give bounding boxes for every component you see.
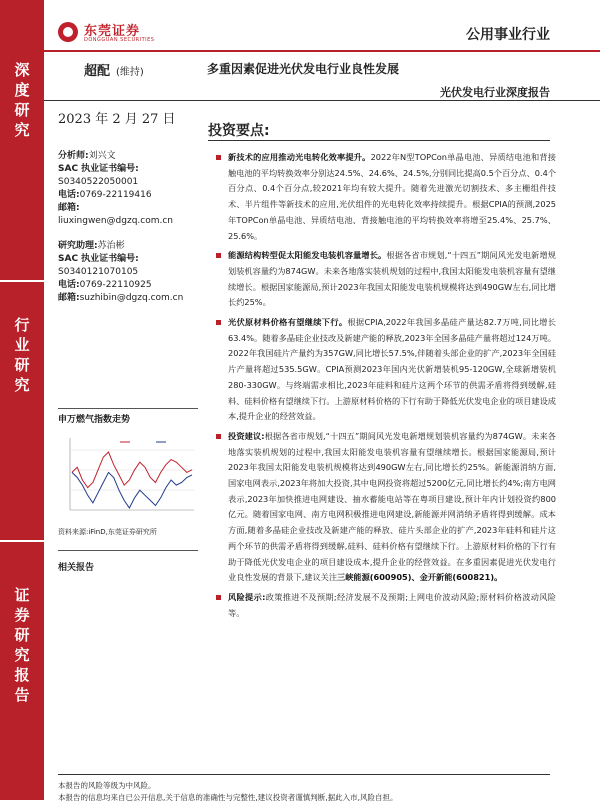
- industry-label: 公用事业行业: [466, 27, 550, 43]
- risk-level-note: 本报告的风险等级为中风险。: [58, 781, 156, 790]
- footer-disclaimer: [58, 780, 398, 804]
- bullet-icon: [216, 595, 221, 600]
- chart-title: 申万燃气指数走势: [58, 415, 131, 425]
- recommended-stocks: 三峡能源(600905)、金开新能(600821)。: [337, 572, 503, 583]
- assistant-cert: S0340121070105: [58, 267, 139, 277]
- bullet-icon: [216, 155, 221, 160]
- logo-text: 东莞证券: [84, 24, 141, 39]
- highlight-item: 投资建议:根据各省市规划,“十四五”期间风光发电新增规划装机容量约为874GW。未来各地落实装机规划的过程中,我国太阳能发电装机容量有望继续增长。根据国家能源局,预计2023年我国太阳能发电装机规模将达到490GW左右,同比增长约25%。新能源消纳方面,国家电网表示,2023年将加大投资,其中电网投资将超过5200亿元,同比增长约4%;南方电网表示,2023年加快推进电网建设、抽水蓄能电站等在粤项目建设,预计年内计划投资约800亿元。随着国家电网、南方电网积极推进电网建设,新能源并网消纳矛盾将得到缓解。成本方面,随着多晶硅企业技改及新建产能的释放、硅片头部企业的扩产,2023年硅料和硅片这两个环节的供需矛盾将得到缓解,硅料、硅料价格有望继续下行。上游原材料价格的下行有助于降低光伏发电企业的项目建设成本,提升企业的经营效益。在多重因素促进光伏发电行业良性发展的背景下,建议关注三峡能源(600905)、金开新能(600821)。: [208, 429, 556, 586]
- disclaimer-note: 本报告的信息均来自已公开信息,关于信息的准确性与完整性,建议投资者谨慎判断,据此入市,风险自担。: [58, 793, 398, 802]
- section-divider: [208, 140, 550, 141]
- rating-status: (维持): [116, 67, 144, 78]
- section-title: 投资要点:: [208, 123, 270, 139]
- series-group: [72, 452, 192, 508]
- analyst-cert: S0340522050001: [58, 177, 139, 187]
- rating-value: 超配: [84, 64, 111, 79]
- analyst-email[interactable]: liuxingwen@dgzq.com.cn: [58, 216, 174, 226]
- chart-svg: [58, 430, 198, 525]
- bullet-icon: [216, 434, 221, 439]
- highlight-item: 新技术的应用推动光电转化效率提升。2022年N型TOPCon单晶电池、异质结电池和背接触电池的平均转换效率分别达24.5%、24.6%、24.5%,分别同比提高0.5个百分点、0.4个百分点、0.4个百分点,较2021年均有较大提升。随着先进激光切割技术、多主栅组件技术、半片组件等新技术的应用,光伏组件的光电转化效率持续提升。根据CPIA的预测,2025年TOPCon单晶电池、异质结电池、背接触电池的平均转换效率将增至25.4%、25.7%、25.6%。: [208, 150, 556, 244]
- logo-mark-icon: [58, 22, 78, 42]
- rating: [84, 60, 144, 79]
- related-divider: [58, 550, 198, 551]
- highlight-item: 能源结构转型促太阳能发电装机容量增长。根据各省市规划,“十四五”期间风光发电新增规划装机容量约为874GW。未来各地落实装机规划的过程中,我国太阳能发电装机容量有望继续增长。根据国家能源局,预计2023年我国太阳能发电装机规模将达到490GW左右,同比增长约25%。: [208, 248, 556, 311]
- footer-divider: [58, 774, 550, 775]
- highlight-item: 光伏原材料价格有望继续下行。根据CPIA,2022年我国多晶硅产量达82.7万吨,同比增长63.4%。随着多晶硅企业技改及新建产能的释放,2023年全国多晶硅产量将超过124万吨。2022年我国硅片产量约为357GW,同比增长57.5%,伴随着头部企业的扩产,2023年全国硅片产量将超过535.5GW。CPIA预测2023年国内光伏新增装机95-120GW,全球新增装机280-330GW。与终端需求相比,2023年硅料和硅片这两个环节的供需矛盾将得到缓解,硅料、硅料价格有望继续下行。上游原材料价格的下行有助于降低光伏发电企业的项目建设成本,提升企业的经营效益。: [208, 315, 556, 425]
- sidebar-deep-research: 深 度 研 究: [14, 61, 30, 139]
- analyst-name: 刘兴文: [88, 151, 116, 161]
- related-reports-title: 相关报告: [58, 563, 95, 573]
- index-chart: [58, 430, 198, 525]
- assistant-phone: 0769-22110925: [79, 280, 152, 290]
- highlight-item: 风险提示:政策推进不及预期;经济发展不及预期;上网电价波动风险;原材料价格波动风险等。: [208, 590, 556, 621]
- sidebar-industry-research: 行 业 研 究: [14, 316, 30, 394]
- logo-subtext: DONGGUAN SECURITIES: [84, 37, 155, 43]
- analyst-block: 分析师:刘兴文 SAC 执业证书编号: S0340522050001 电话:0769-22119416 邮箱: liuxingwen@dgzq.com.cn: [58, 150, 198, 228]
- sidebar-divider: [0, 540, 44, 542]
- assistant-name: 苏治彬: [97, 241, 125, 251]
- chart-top-divider: [58, 408, 198, 409]
- bullet-icon: [216, 253, 221, 258]
- title-divider: [44, 100, 600, 101]
- report-title: 多重因素促进光伏发电行业良性发展: [207, 62, 400, 76]
- sidebar-divider: [0, 280, 44, 282]
- chart-source: 资料来源:iFinD,东莞证券研究所: [58, 528, 157, 536]
- company-logo: [58, 20, 168, 48]
- analyst-phone: 0769-22119416: [79, 190, 152, 200]
- bullet-icon: [216, 320, 221, 325]
- investment-highlights: [208, 148, 556, 621]
- research-assistant-block: 研究助理:苏治彬 SAC 执业证书编号: S0340121070105 电话:0769-22110925 邮箱:suzhibin@dgzq.com.cn: [58, 240, 198, 305]
- header-divider: [44, 50, 600, 52]
- sidebar-securities-report: 证 券 研 究 报 告: [14, 586, 30, 704]
- assistant-email[interactable]: suzhibin@dgzq.com.cn: [79, 293, 184, 303]
- report-date: 2023 年 2 月 27 日: [58, 112, 176, 127]
- left-sidebar: [0, 0, 44, 800]
- report-type: 光伏发电行业深度报告: [440, 86, 550, 99]
